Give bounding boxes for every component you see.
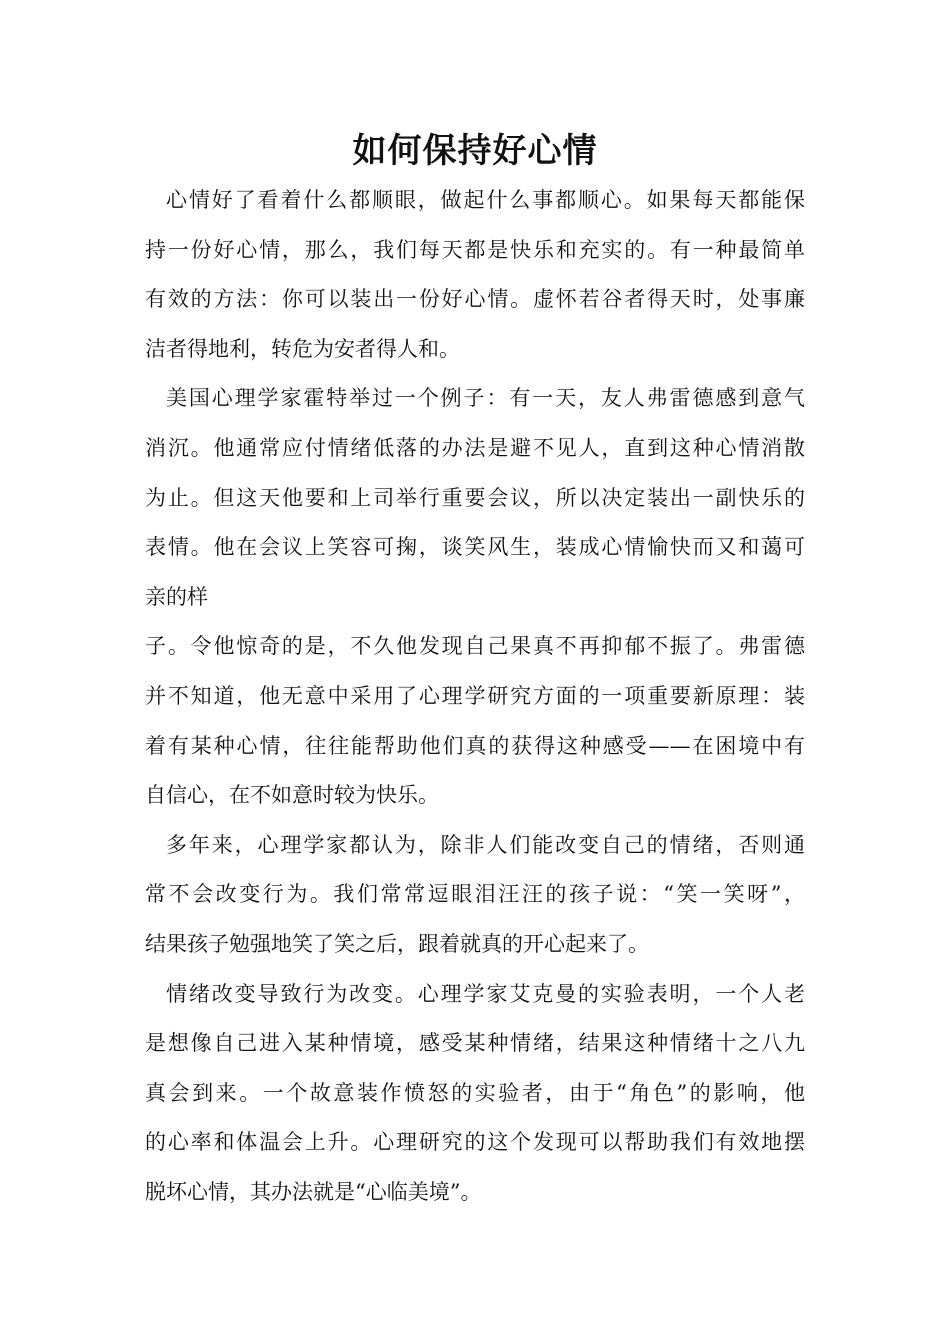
paragraph-2-line-3: 为止。但这天他要和上司举行重要会议，所以决定装出一副快乐的 (145, 485, 805, 510)
paragraph-2-line-2: 消沉。他通常应付情绪低落的办法是避不见人，直到这种心情消散 (145, 435, 805, 460)
paragraph-5-line-2: 是想像自己进入某种情境，感受某种情绪，结果这种情绪十之八九 (145, 1031, 805, 1056)
document-body (145, 176, 805, 1217)
document-title: 如何保持好心情 (352, 131, 598, 171)
paragraph-5-line-1: 情绪改变导致行为改变。心理学家艾克曼的实验表明，一个人老 (166, 981, 805, 1006)
paragraph-5-line-4: 的心率和体温会上升。心理研究的这个发现可以帮助我们有效地摆 (145, 1130, 805, 1155)
paragraph-3-line-1: 子。令他惊奇的是，不久他发现自己果真不再抑郁不振了。弗雷德 (145, 634, 805, 659)
paragraph-3-line-4: 自信心，在不如意时较为快乐。 (145, 783, 439, 808)
paragraph-3-line-2: 并不知道，他无意中采用了心理学研究方面的一项重要新原理：装 (145, 683, 805, 708)
paragraph-2-line-4: 表情。他在会议上笑容可掬，谈笑风生，装成心情愉快而又和蔼可 (145, 535, 805, 560)
paragraph-4-line-1: 多年来，心理学家都认为，除非人们能改变自己的情绪，否则通 (166, 832, 805, 857)
paragraph-1-line-4: 洁者得地利，转危为安者得人和。 (145, 336, 460, 361)
paragraph-1-line-2: 持一份好心情，那么，我们每天都是快乐和充实的。有一种最简单 (145, 237, 805, 262)
paragraph-4-line-2: 常不会改变行为。我们常常逗眼泪汪汪的孩子说：“笑一笑呀”， (145, 882, 805, 907)
paragraph-5-line-5: 脱坏心情，其办法就是“心临美境”。 (145, 1179, 482, 1204)
paragraph-2-line-5: 亲的样 (145, 584, 208, 609)
paragraph-3-line-3: 着有某种心情，往往能帮助他们真的获得这种感受——在困境中有 (145, 733, 805, 758)
paragraph-1-line-1: 心情好了看着什么都顺眼，做起什么事都顺心。如果每天都能保 (166, 188, 805, 212)
paragraph-4-line-3: 结果孩子勉强地笑了笑之后，跟着就真的开心起来了。 (145, 931, 649, 956)
paragraph-5-line-3: 真会到来。一个故意装作愤怒的实验者，由于“角色”的影响，他 (145, 1080, 805, 1105)
paragraph-2-line-1: 美国心理学家霍特举过一个例子：有一天，友人弗雷德感到意气 (166, 386, 805, 411)
paragraph-1-line-3: 有效的方法：你可以装出一份好心情。虚怀若谷者得天时，处事廉 (145, 287, 805, 312)
